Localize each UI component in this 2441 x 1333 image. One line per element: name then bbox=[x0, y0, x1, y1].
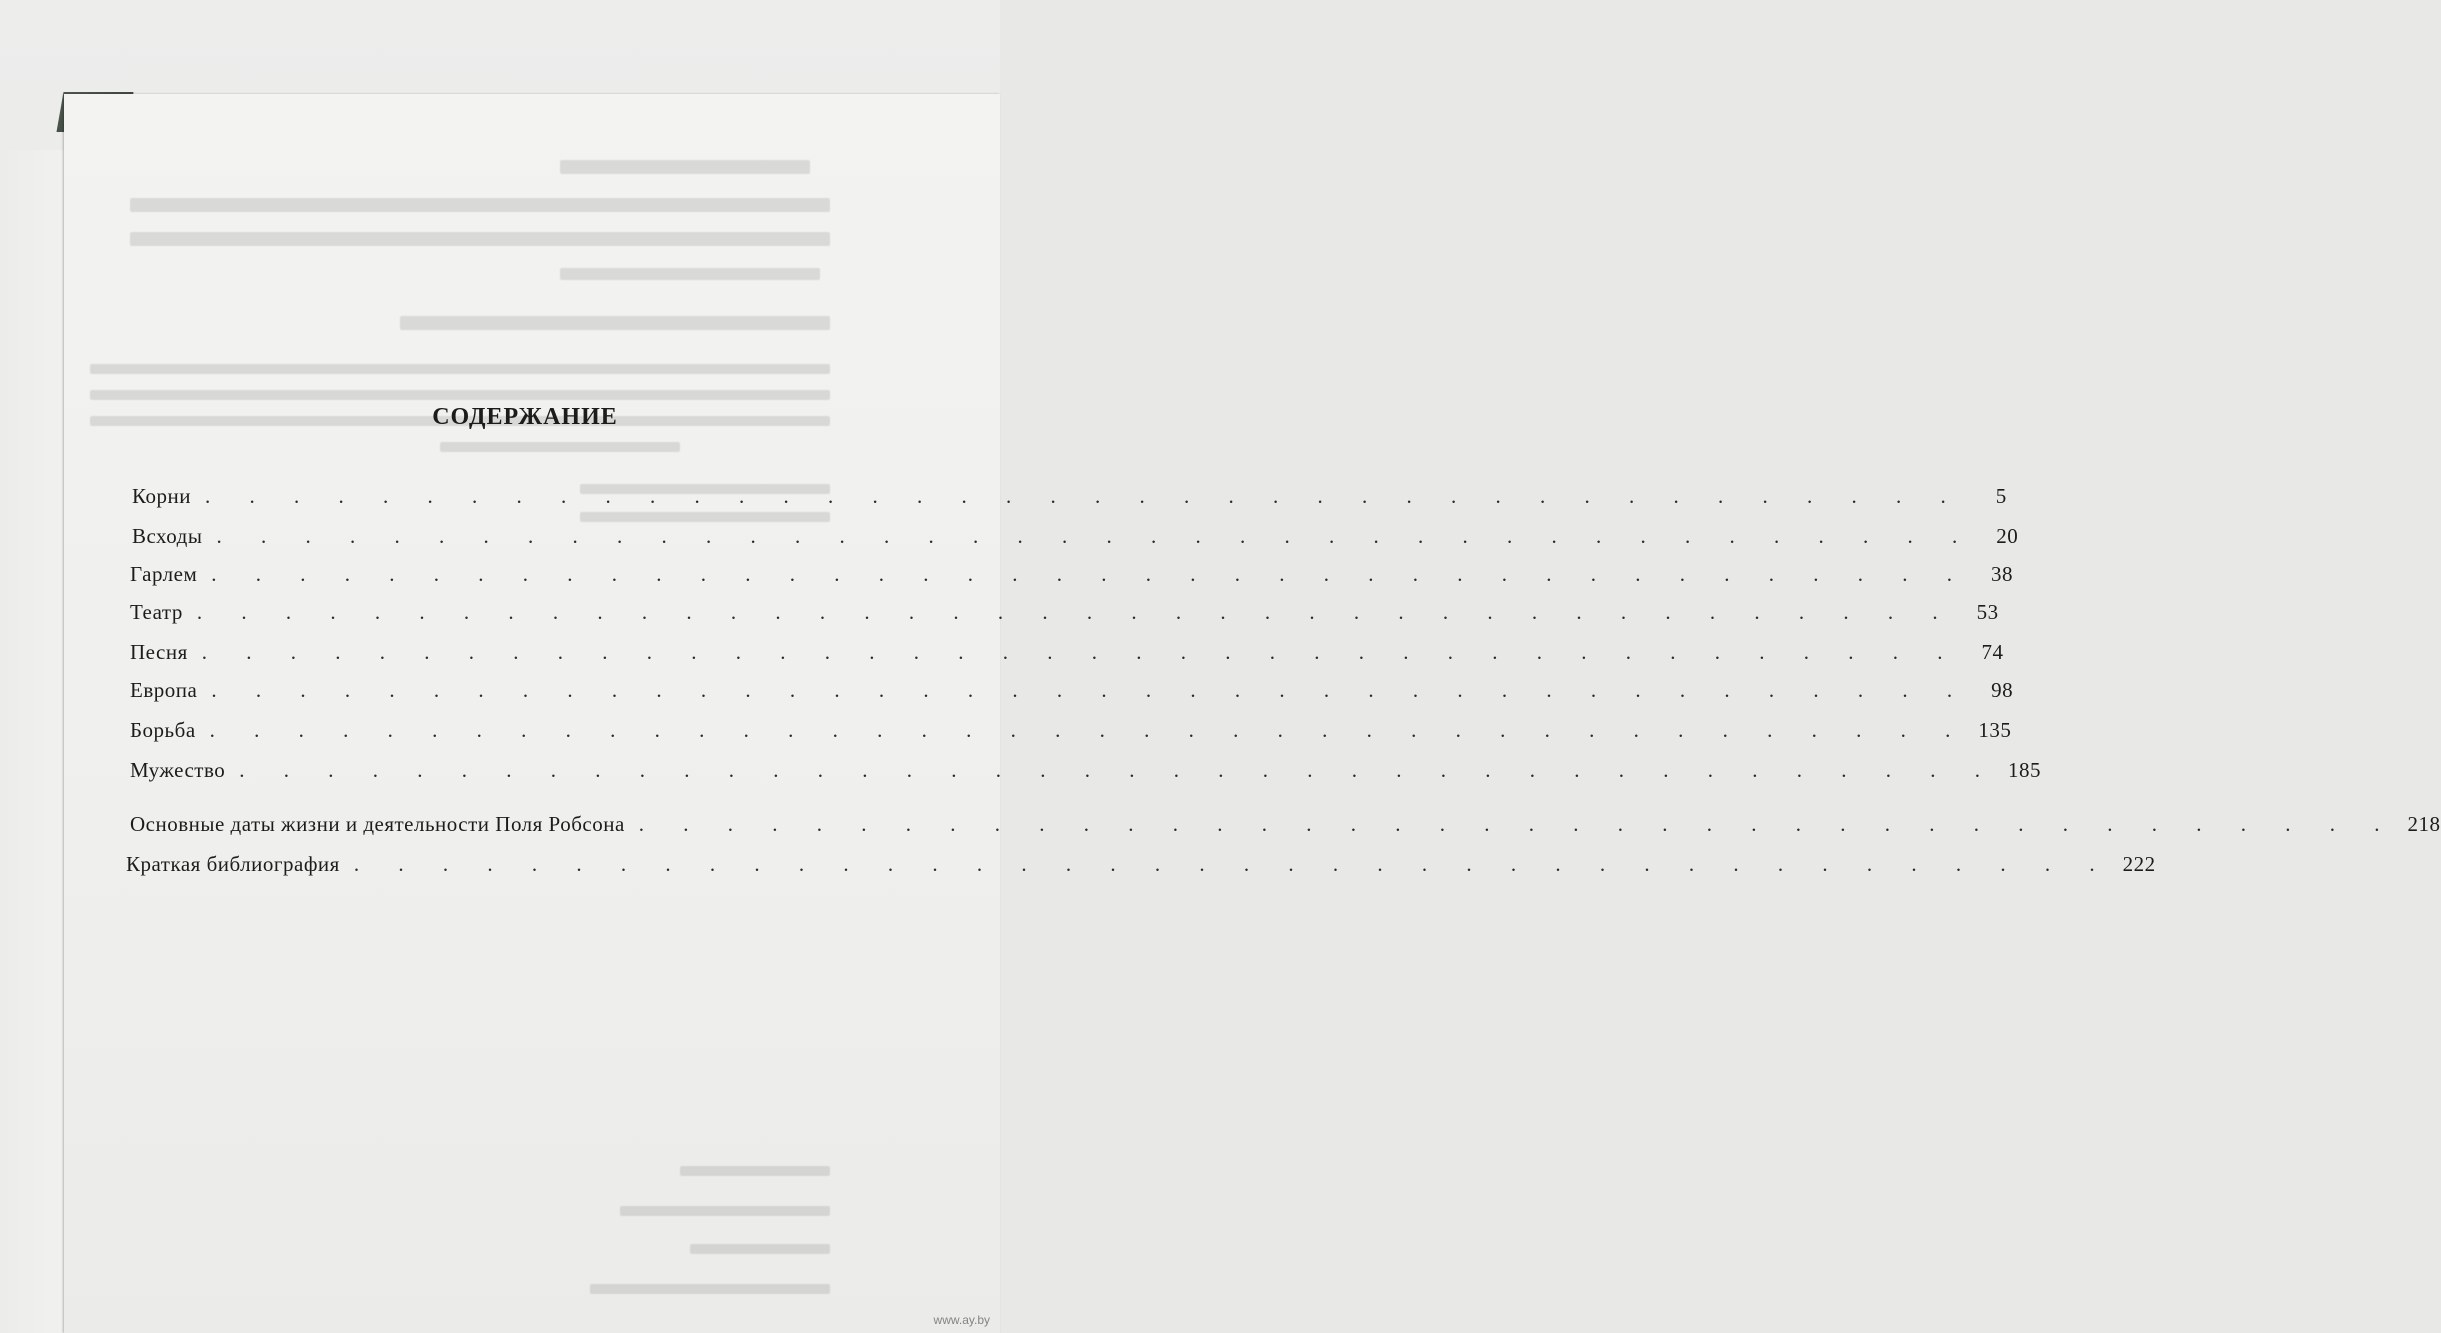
toc-entry-page: 20 bbox=[1996, 524, 2019, 548]
toc-entry bbox=[132, 484, 2007, 514]
toc-entry bbox=[126, 852, 2156, 882]
dot-leader: . . . . . . . . . . . . . . . . . . . . . . . . . . . . . . . . . . . . . . . . bbox=[196, 600, 1955, 624]
toc-entry bbox=[130, 758, 2041, 788]
toc-entry-label: Песня bbox=[130, 640, 188, 664]
toc-entry-label: Корни bbox=[132, 484, 191, 508]
toc-entry-page: 74 bbox=[1981, 640, 2004, 664]
toc-entry-page: 135 bbox=[1978, 718, 2012, 742]
toc-entry-label: Краткая библиография bbox=[126, 852, 340, 876]
toc-entry bbox=[130, 678, 2014, 708]
toc-entry-label: Европа bbox=[130, 678, 198, 702]
site-watermark: www.ay.by bbox=[933, 1313, 990, 1327]
dot-leader: . . . . . . . . . . . . . . . . . . . . . . . . . . . . . . . . . . . . . . . . bbox=[638, 812, 2397, 836]
dot-leader: . . . . . . . . . . . . . . . . . . . . . . . . . . . . . . . . . . . . . . . . bbox=[211, 562, 1970, 586]
toc-entry-page: 5 bbox=[1995, 484, 2007, 508]
table-of-contents-title: СОДЕРЖАНИЕ bbox=[432, 404, 618, 430]
toc-entry bbox=[130, 812, 2441, 842]
toc-entry-label: Театр bbox=[130, 600, 183, 624]
toc-entry-label: Основные даты жизни и деятельности Поля Робсона bbox=[130, 812, 625, 836]
toc-entry bbox=[130, 718, 2012, 748]
toc-entry-page: 218 bbox=[2407, 812, 2441, 836]
toc-entry-label: Гарлем bbox=[130, 562, 198, 586]
dot-leader: . . . . . . . . . . . . . . . . . . . . . . . . . . . . . . . . . . . . . . . . bbox=[216, 524, 1975, 548]
dot-leader: . . . . . . . . . . . . . . . . . . . . . . . . . . . . . . . . . . . . . . . . bbox=[353, 852, 2112, 876]
toc-entry-page: 222 bbox=[2122, 852, 2156, 876]
toc-entry bbox=[130, 640, 2004, 670]
toc-entry-label: Борьба bbox=[130, 718, 196, 742]
dot-leader: . . . . . . . . . . . . . . . . . . . . . . . . . . . . . . . . . . . . . . . . bbox=[201, 640, 1960, 664]
toc-entry bbox=[130, 562, 2014, 592]
toc-entry-page: 53 bbox=[1976, 600, 1999, 624]
dot-leader: . . . . . . . . . . . . . . . . . . . . . . . . . . . . . . . . . . . . . . . . bbox=[211, 678, 1970, 702]
toc-entry-page: 185 bbox=[2007, 758, 2041, 782]
toc-entry-page: 98 bbox=[1991, 678, 2014, 702]
toc-entry bbox=[132, 524, 2019, 554]
dot-leader: . . . . . . . . . . . . . . . . . . . . . . . . . . . . . . . . . . . . . . . . bbox=[209, 718, 1968, 742]
toc-entry-label: Всходы bbox=[132, 524, 203, 548]
toc-entry bbox=[130, 600, 1999, 630]
toc-entry-page: 38 bbox=[1991, 562, 2014, 586]
dot-leader: . . . . . . . . . . . . . . . . . . . . . . . . . . . . . . . . . . . . . . . . bbox=[204, 484, 1963, 508]
dot-leader: . . . . . . . . . . . . . . . . . . . . . . . . . . . . . . . . . . . . . . . . bbox=[239, 758, 1997, 782]
toc-entry-label: Мужество bbox=[130, 758, 226, 782]
